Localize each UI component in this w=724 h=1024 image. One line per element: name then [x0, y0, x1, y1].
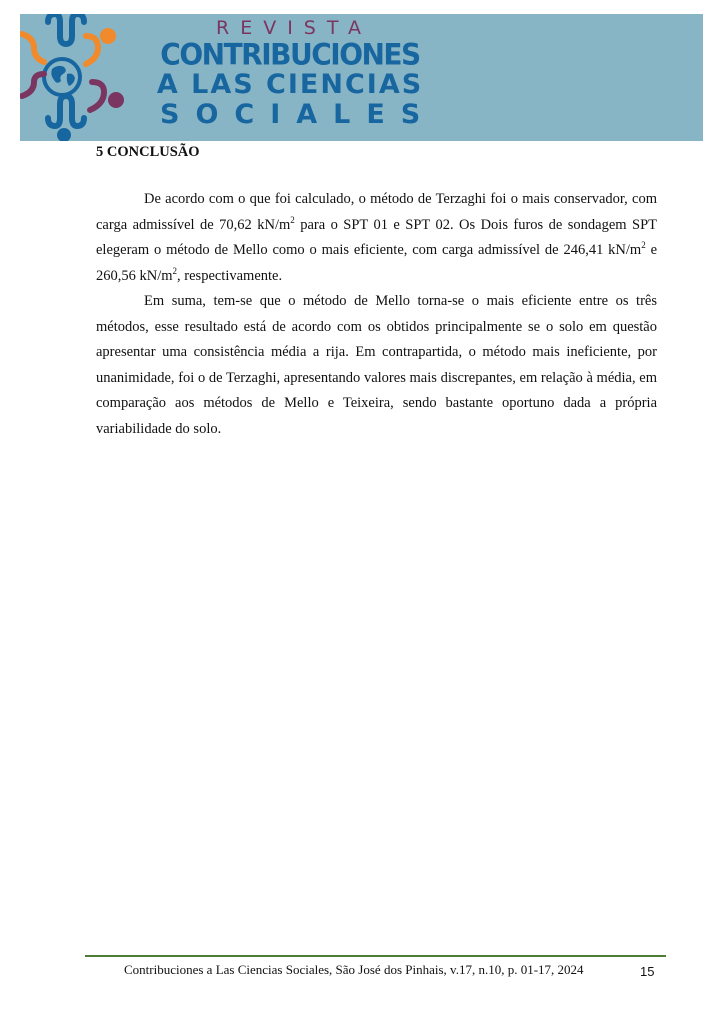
paragraph-2: Em suma, tem-se que o método de Mello torna-se o mais eficiente entre os três métodos, esse resultado está de acordo com os obtidos principalmente se o solo em questão apresentar uma consistência média a rija. Em contrapartida, o método mais ineficiente, por unanimidade, foi o de Terzaghi, apresentando valores mais discrepantes, em relação à média, em comparação aos métodos de Mello e Teixeira, sendo bastante oportuno dada a própria variabilidade do solo.: [96, 293, 657, 437]
logo-line-contribuciones: CONTRIBUCIONES: [160, 37, 420, 72]
section-heading: 5 CONCLUSÃO: [96, 144, 200, 160]
paragraph-1-text-d: , respectivamente.: [177, 267, 283, 284]
page-number: 15: [640, 964, 655, 979]
superscript: 2: [290, 214, 295, 225]
paragraph-1-text-a: De acordo com o que foi calculado, o método de Terzaghi foi o mais conservador, com carga admissível de 70,62 kN/m: [96, 191, 657, 233]
journal-logo-icon: [20, 14, 130, 141]
superscript: 2: [172, 265, 178, 276]
journal-title-logo: [150, 16, 437, 130]
logo-line-sociales: SOCIALES: [160, 99, 437, 130]
paragraph-1-text-b: para o SPT 01 e SPT 02. Os Dois furos de sondagem SPT elegeram o método de Mello como o mais eficiente, com carga admissível de 246,41 kN/m: [96, 216, 657, 258]
footer-citation: Contribuciones a Las Ciencias Sociales, São José dos Pinhais, v.17, n.10, p. 01-17, 2024: [124, 962, 584, 977]
journal-header-banner: [20, 14, 703, 141]
paragraph-1-text-c: e 260,56 kN/m: [96, 242, 658, 284]
logo-line-ciencias: A LAS CIENCIAS: [156, 69, 424, 100]
superscript: 2: [641, 240, 646, 250]
section-body: [96, 187, 657, 442]
footer-divider: [85, 955, 666, 957]
logo-line-revista: REVISTA: [216, 17, 372, 39]
paragraph-1: [96, 187, 657, 289]
